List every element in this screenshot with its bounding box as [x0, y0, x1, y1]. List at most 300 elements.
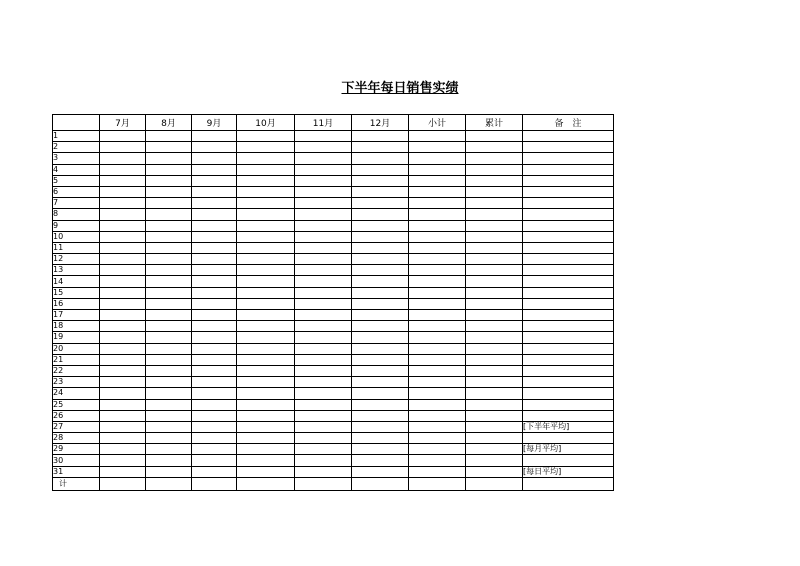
data-cell[interactable] — [146, 142, 192, 153]
data-cell[interactable] — [466, 388, 523, 399]
table-row — [53, 332, 614, 343]
data-cell[interactable] — [295, 365, 352, 376]
data-cell[interactable] — [100, 164, 146, 175]
data-cell[interactable] — [466, 153, 523, 164]
data-cell[interactable] — [237, 365, 295, 376]
data-cell[interactable] — [146, 175, 192, 186]
remarks-cell[interactable]: [每月平均] — [523, 444, 614, 455]
data-cell[interactable] — [237, 276, 295, 287]
remarks-cell[interactable] — [523, 298, 614, 309]
total-cell[interactable] — [295, 477, 352, 490]
data-cell[interactable] — [466, 298, 523, 309]
data-cell[interactable] — [100, 410, 146, 421]
data-cell[interactable] — [146, 444, 192, 455]
data-cell[interactable] — [100, 310, 146, 321]
data-cell[interactable] — [100, 265, 146, 276]
data-cell[interactable] — [466, 131, 523, 142]
data-cell[interactable] — [146, 332, 192, 343]
data-cell[interactable] — [409, 365, 466, 376]
data-cell[interactable] — [466, 321, 523, 332]
data-cell[interactable] — [409, 444, 466, 455]
data-cell[interactable] — [295, 466, 352, 477]
data-cell[interactable] — [295, 242, 352, 253]
data-cell[interactable] — [146, 131, 192, 142]
data-cell[interactable] — [409, 343, 466, 354]
data-cell[interactable] — [192, 399, 237, 410]
data-cell[interactable] — [237, 164, 295, 175]
data-cell[interactable] — [295, 421, 352, 432]
data-cell[interactable] — [295, 276, 352, 287]
row-label: 13 — [53, 265, 100, 276]
data-cell[interactable] — [352, 433, 409, 444]
data-cell[interactable] — [295, 164, 352, 175]
data-cell[interactable] — [237, 254, 295, 265]
data-cell[interactable] — [146, 343, 192, 354]
data-cell[interactable] — [192, 410, 237, 421]
data-cell[interactable] — [295, 399, 352, 410]
data-cell[interactable] — [192, 142, 237, 153]
remarks-cell[interactable] — [523, 287, 614, 298]
data-cell[interactable] — [100, 153, 146, 164]
data-cell[interactable] — [352, 131, 409, 142]
table-row — [53, 265, 614, 276]
total-cell[interactable] — [237, 477, 295, 490]
data-cell[interactable] — [409, 220, 466, 231]
data-cell[interactable] — [146, 321, 192, 332]
data-cell[interactable] — [237, 444, 295, 455]
data-cell[interactable] — [295, 354, 352, 365]
data-cell[interactable] — [466, 142, 523, 153]
data-cell[interactable] — [295, 310, 352, 321]
data-cell[interactable] — [237, 231, 295, 242]
data-cell[interactable] — [100, 377, 146, 388]
data-cell[interactable] — [409, 142, 466, 153]
data-cell[interactable] — [237, 343, 295, 354]
data-cell[interactable] — [146, 276, 192, 287]
data-cell[interactable] — [192, 310, 237, 321]
data-cell[interactable] — [192, 231, 237, 242]
data-cell[interactable] — [466, 287, 523, 298]
remarks-cell[interactable] — [523, 265, 614, 276]
data-cell[interactable] — [237, 265, 295, 276]
data-cell[interactable] — [295, 377, 352, 388]
data-cell[interactable] — [409, 455, 466, 466]
total-cell[interactable] — [409, 477, 466, 490]
data-cell[interactable] — [100, 444, 146, 455]
data-cell[interactable] — [237, 287, 295, 298]
data-cell[interactable] — [192, 175, 237, 186]
data-cell[interactable] — [146, 153, 192, 164]
data-cell[interactable] — [237, 198, 295, 209]
data-cell[interactable] — [466, 231, 523, 242]
remarks-cell[interactable] — [523, 242, 614, 253]
data-cell[interactable] — [409, 175, 466, 186]
data-cell[interactable] — [352, 466, 409, 477]
data-cell[interactable] — [295, 321, 352, 332]
data-cell[interactable] — [409, 310, 466, 321]
data-cell[interactable] — [192, 343, 237, 354]
data-cell[interactable] — [192, 444, 237, 455]
data-cell[interactable] — [352, 209, 409, 220]
data-cell[interactable] — [466, 354, 523, 365]
data-cell[interactable] — [409, 421, 466, 432]
total-cell[interactable] — [100, 477, 146, 490]
data-cell[interactable] — [409, 388, 466, 399]
data-cell[interactable] — [146, 198, 192, 209]
data-cell[interactable] — [146, 410, 192, 421]
data-cell[interactable] — [146, 186, 192, 197]
row-label: 18 — [53, 321, 100, 332]
data-cell[interactable] — [352, 186, 409, 197]
table-row — [53, 365, 614, 376]
data-cell[interactable] — [146, 388, 192, 399]
data-cell[interactable] — [466, 310, 523, 321]
data-cell[interactable] — [409, 231, 466, 242]
data-cell[interactable] — [237, 399, 295, 410]
data-cell[interactable] — [192, 354, 237, 365]
data-cell[interactable] — [352, 377, 409, 388]
data-cell[interactable] — [352, 254, 409, 265]
remarks-cell[interactable] — [523, 310, 614, 321]
data-cell[interactable] — [100, 220, 146, 231]
data-cell[interactable] — [409, 410, 466, 421]
data-cell[interactable] — [237, 142, 295, 153]
header-cell-remarks: 备 注 — [523, 115, 614, 131]
data-cell[interactable] — [352, 220, 409, 231]
data-cell[interactable] — [100, 365, 146, 376]
data-cell[interactable] — [409, 131, 466, 142]
total-cell[interactable] — [466, 477, 523, 490]
data-cell[interactable] — [237, 242, 295, 253]
row-label: 17 — [53, 310, 100, 321]
data-cell[interactable] — [295, 455, 352, 466]
data-cell[interactable] — [295, 209, 352, 220]
data-cell[interactable] — [409, 164, 466, 175]
data-cell[interactable] — [295, 198, 352, 209]
data-cell[interactable] — [466, 276, 523, 287]
data-cell[interactable] — [295, 186, 352, 197]
data-cell[interactable] — [409, 332, 466, 343]
data-cell[interactable] — [100, 421, 146, 432]
data-cell[interactable] — [192, 466, 237, 477]
data-cell[interactable] — [192, 455, 237, 466]
data-cell[interactable] — [352, 399, 409, 410]
table-row — [53, 310, 614, 321]
data-cell[interactable] — [192, 276, 237, 287]
data-cell[interactable] — [146, 354, 192, 365]
data-cell[interactable] — [192, 265, 237, 276]
data-cell[interactable] — [409, 377, 466, 388]
data-cell[interactable] — [352, 332, 409, 343]
data-cell[interactable] — [192, 321, 237, 332]
data-cell[interactable] — [100, 433, 146, 444]
data-cell[interactable] — [192, 242, 237, 253]
data-cell[interactable] — [295, 410, 352, 421]
data-cell[interactable] — [192, 131, 237, 142]
data-cell[interactable] — [237, 175, 295, 186]
data-cell[interactable] — [237, 377, 295, 388]
data-cell[interactable] — [352, 175, 409, 186]
data-cell[interactable] — [237, 186, 295, 197]
data-cell[interactable] — [352, 354, 409, 365]
data-cell[interactable] — [192, 287, 237, 298]
data-cell[interactable] — [466, 198, 523, 209]
remarks-cell[interactable] — [523, 354, 614, 365]
data-cell[interactable] — [192, 153, 237, 164]
data-cell[interactable] — [146, 254, 192, 265]
data-cell[interactable] — [409, 254, 466, 265]
row-label: 7 — [53, 198, 100, 209]
data-cell[interactable] — [466, 242, 523, 253]
data-cell[interactable] — [100, 254, 146, 265]
data-cell[interactable] — [409, 198, 466, 209]
data-cell[interactable] — [295, 231, 352, 242]
remarks-cell[interactable] — [523, 410, 614, 421]
remarks-cell[interactable] — [523, 198, 614, 209]
data-cell[interactable] — [466, 209, 523, 220]
data-cell[interactable] — [295, 298, 352, 309]
data-cell[interactable] — [466, 365, 523, 376]
data-cell[interactable] — [352, 410, 409, 421]
data-cell[interactable] — [146, 421, 192, 432]
data-cell[interactable] — [100, 142, 146, 153]
data-cell[interactable] — [192, 186, 237, 197]
remarks-cell[interactable] — [523, 164, 614, 175]
remarks-cell[interactable] — [523, 332, 614, 343]
data-cell[interactable] — [295, 142, 352, 153]
data-cell[interactable] — [100, 198, 146, 209]
remarks-cell[interactable] — [523, 131, 614, 142]
data-cell[interactable] — [146, 164, 192, 175]
data-cell[interactable] — [295, 254, 352, 265]
data-cell[interactable] — [352, 365, 409, 376]
data-cell[interactable] — [409, 276, 466, 287]
data-cell[interactable] — [409, 287, 466, 298]
sheet-title: 下半年每日销售实绩 — [341, 81, 459, 96]
data-cell[interactable] — [146, 220, 192, 231]
total-cell[interactable] — [192, 477, 237, 490]
data-cell[interactable] — [146, 242, 192, 253]
data-cell[interactable] — [295, 153, 352, 164]
data-cell[interactable] — [409, 209, 466, 220]
data-cell[interactable] — [409, 298, 466, 309]
data-cell[interactable] — [192, 209, 237, 220]
remarks-cell[interactable] — [523, 153, 614, 164]
data-cell[interactable] — [295, 433, 352, 444]
data-cell[interactable] — [100, 186, 146, 197]
data-cell[interactable] — [237, 410, 295, 421]
total-cell[interactable] — [352, 477, 409, 490]
data-cell[interactable] — [100, 276, 146, 287]
remarks-cell[interactable] — [523, 175, 614, 186]
data-cell[interactable] — [466, 455, 523, 466]
remarks-cell[interactable] — [523, 455, 614, 466]
data-cell[interactable] — [352, 298, 409, 309]
data-cell[interactable] — [352, 231, 409, 242]
data-cell[interactable] — [295, 131, 352, 142]
remarks-cell[interactable] — [523, 231, 614, 242]
remarks-cell[interactable] — [523, 142, 614, 153]
remarks-cell[interactable] — [523, 209, 614, 220]
data-cell[interactable] — [146, 265, 192, 276]
header-cell-aug: 8月 — [146, 115, 192, 131]
remarks-cell[interactable] — [523, 365, 614, 376]
data-cell[interactable] — [409, 242, 466, 253]
data-cell[interactable] — [466, 377, 523, 388]
data-cell[interactable] — [237, 209, 295, 220]
data-cell[interactable] — [146, 287, 192, 298]
data-cell[interactable] — [466, 410, 523, 421]
data-cell[interactable] — [352, 343, 409, 354]
data-cell[interactable] — [409, 399, 466, 410]
data-cell[interactable] — [237, 298, 295, 309]
data-cell[interactable] — [146, 455, 192, 466]
data-cell[interactable] — [192, 220, 237, 231]
data-cell[interactable] — [192, 198, 237, 209]
data-cell[interactable] — [100, 209, 146, 220]
data-cell[interactable] — [466, 332, 523, 343]
remarks-cell[interactable] — [523, 433, 614, 444]
data-cell[interactable] — [466, 399, 523, 410]
data-cell[interactable] — [192, 332, 237, 343]
data-cell[interactable] — [237, 131, 295, 142]
data-cell[interactable] — [466, 466, 523, 477]
data-cell[interactable] — [295, 265, 352, 276]
data-cell[interactable] — [352, 388, 409, 399]
data-cell[interactable] — [466, 421, 523, 432]
data-cell[interactable] — [237, 332, 295, 343]
data-cell[interactable] — [146, 433, 192, 444]
data-cell[interactable] — [466, 433, 523, 444]
data-cell[interactable] — [295, 388, 352, 399]
data-cell[interactable] — [352, 276, 409, 287]
data-cell[interactable] — [409, 354, 466, 365]
data-cell[interactable] — [295, 287, 352, 298]
data-cell[interactable] — [192, 421, 237, 432]
data-cell[interactable] — [146, 310, 192, 321]
data-cell[interactable] — [100, 388, 146, 399]
row-label: 14 — [53, 276, 100, 287]
data-cell[interactable] — [146, 365, 192, 376]
data-cell[interactable] — [352, 265, 409, 276]
data-cell[interactable] — [352, 421, 409, 432]
data-cell[interactable] — [237, 310, 295, 321]
data-cell[interactable] — [192, 164, 237, 175]
data-cell[interactable] — [352, 310, 409, 321]
data-cell[interactable] — [352, 287, 409, 298]
data-cell[interactable] — [237, 421, 295, 432]
data-cell[interactable] — [146, 298, 192, 309]
data-cell[interactable] — [466, 254, 523, 265]
data-cell[interactable] — [100, 343, 146, 354]
data-cell[interactable] — [146, 399, 192, 410]
data-cell[interactable] — [466, 444, 523, 455]
data-cell[interactable] — [352, 444, 409, 455]
remarks-cell[interactable] — [523, 343, 614, 354]
data-cell[interactable] — [466, 265, 523, 276]
data-cell[interactable] — [295, 175, 352, 186]
remarks-cell[interactable] — [523, 321, 614, 332]
data-cell[interactable] — [352, 164, 409, 175]
data-cell[interactable] — [146, 209, 192, 220]
remarks-cell[interactable] — [523, 399, 614, 410]
data-cell[interactable] — [100, 332, 146, 343]
data-cell[interactable] — [466, 220, 523, 231]
data-cell[interactable] — [295, 220, 352, 231]
data-cell[interactable] — [192, 365, 237, 376]
data-cell[interactable] — [466, 186, 523, 197]
data-cell[interactable] — [100, 321, 146, 332]
data-cell[interactable] — [100, 175, 146, 186]
data-cell[interactable] — [192, 377, 237, 388]
remarks-cell[interactable] — [523, 377, 614, 388]
data-cell[interactable] — [237, 220, 295, 231]
data-cell[interactable] — [295, 343, 352, 354]
data-cell[interactable] — [409, 186, 466, 197]
data-cell[interactable] — [146, 466, 192, 477]
data-cell[interactable] — [100, 466, 146, 477]
total-cell[interactable] — [523, 477, 614, 490]
data-cell[interactable] — [409, 466, 466, 477]
data-cell[interactable] — [237, 388, 295, 399]
remarks-cell[interactable] — [523, 276, 614, 287]
data-cell[interactable] — [466, 175, 523, 186]
data-cell[interactable] — [192, 254, 237, 265]
remarks-cell[interactable]: [每日平均] — [523, 466, 614, 477]
data-cell[interactable] — [352, 198, 409, 209]
data-cell[interactable] — [192, 298, 237, 309]
data-cell[interactable] — [100, 399, 146, 410]
data-cell[interactable] — [466, 343, 523, 354]
data-cell[interactable] — [192, 388, 237, 399]
data-cell[interactable] — [100, 354, 146, 365]
data-cell[interactable] — [237, 433, 295, 444]
data-cell[interactable] — [352, 455, 409, 466]
data-cell[interactable] — [100, 298, 146, 309]
data-cell[interactable] — [237, 354, 295, 365]
data-cell[interactable] — [409, 321, 466, 332]
data-cell[interactable] — [352, 153, 409, 164]
data-cell[interactable] — [237, 153, 295, 164]
data-cell[interactable] — [295, 332, 352, 343]
data-cell[interactable] — [100, 287, 146, 298]
data-cell[interactable] — [466, 164, 523, 175]
data-cell[interactable] — [237, 321, 295, 332]
remarks-cell[interactable] — [523, 388, 614, 399]
total-cell[interactable] — [146, 477, 192, 490]
data-cell[interactable] — [295, 444, 352, 455]
data-cell[interactable] — [409, 153, 466, 164]
remarks-cell[interactable]: [下半年平均] — [523, 421, 614, 432]
data-cell[interactable] — [146, 377, 192, 388]
data-cell[interactable] — [100, 242, 146, 253]
data-cell[interactable] — [352, 321, 409, 332]
remarks-cell[interactable] — [523, 254, 614, 265]
data-cell[interactable] — [100, 231, 146, 242]
data-cell[interactable] — [409, 265, 466, 276]
data-cell[interactable] — [352, 242, 409, 253]
data-cell[interactable] — [192, 433, 237, 444]
data-cell[interactable] — [146, 231, 192, 242]
data-cell[interactable] — [100, 455, 146, 466]
data-cell[interactable] — [100, 131, 146, 142]
data-cell[interactable] — [352, 142, 409, 153]
remarks-cell[interactable] — [523, 186, 614, 197]
data-cell[interactable] — [409, 433, 466, 444]
remarks-cell[interactable] — [523, 220, 614, 231]
data-cell[interactable] — [237, 466, 295, 477]
data-cell[interactable] — [237, 455, 295, 466]
